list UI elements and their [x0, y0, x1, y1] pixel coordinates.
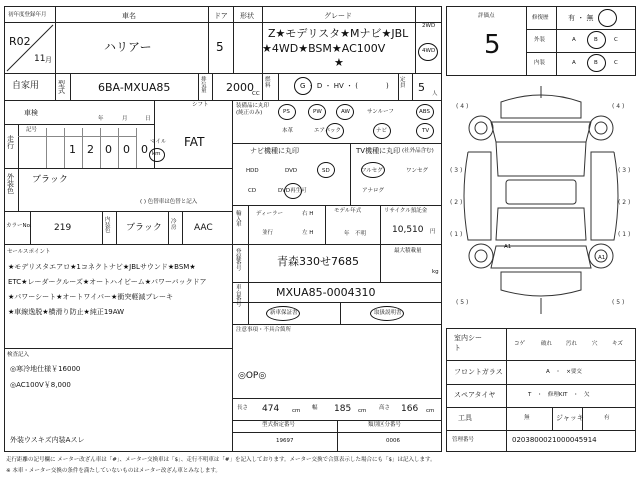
- tools: 無: [524, 415, 530, 421]
- shape-label: 形状: [240, 12, 254, 20]
- inspector-line-1: ◎寒冷地仕様￥16000: [10, 365, 81, 373]
- navi-hdd: HDD: [246, 168, 259, 174]
- equip-abs: ABS: [419, 109, 430, 115]
- recycle: 10,510: [392, 225, 424, 235]
- capacity-label: 定員: [400, 77, 406, 89]
- capacity-unit: 人: [432, 91, 438, 97]
- reg-divider: [5, 23, 55, 73]
- mileage-digit-5: 0: [141, 143, 148, 156]
- equip-abs-circle: [416, 104, 434, 120]
- inspector-label: 検査記入: [7, 352, 30, 358]
- tv-label: TV機種に丸印: [356, 147, 401, 155]
- car-damage-diagram: [446, 80, 636, 325]
- displacement: 2000: [226, 81, 254, 94]
- navi-sd-circle: [317, 162, 335, 178]
- chassis-number: MXUA85-0004310: [276, 286, 376, 299]
- navi-sd: SD: [322, 168, 330, 174]
- equip-navi: ナビ: [376, 128, 388, 134]
- svg-text:( 2 ): ( 2 ): [450, 199, 463, 206]
- sales-line-4: ★車線逸脱★横滑り防止★純正19AW: [8, 308, 125, 316]
- score: 5: [484, 30, 501, 60]
- exterior-label: 外装色: [7, 173, 14, 195]
- first-reg-label: 初年度登録年月: [8, 12, 47, 18]
- load-label: 最大積載量: [394, 248, 422, 254]
- equip-tv: TV: [422, 128, 430, 134]
- doors: 5: [216, 40, 224, 54]
- repair-label: 修復歴: [532, 15, 549, 21]
- doors-label: ドア: [214, 12, 228, 20]
- width-cm: cm: [358, 408, 367, 414]
- reg-month: 11: [34, 54, 46, 64]
- equip-navi-circle: [373, 123, 391, 139]
- grade-line1: Z★モデリスタ★Mナビ★JBL: [268, 27, 409, 40]
- int-label: 内装: [534, 60, 546, 66]
- jack-label: ジャッキ: [556, 414, 584, 422]
- mileage-digit-label: 記号: [26, 127, 38, 133]
- import-label: 輸入車: [236, 211, 242, 228]
- svg-text:( 3 ): ( 3 ): [450, 167, 463, 174]
- equip-aw: AW: [341, 109, 350, 115]
- score-label: 評価点: [478, 13, 495, 19]
- car-name-label: 車名: [122, 12, 136, 20]
- tv-oneseg: ワンセグ: [406, 168, 429, 174]
- diagram-label-a1-right: A1: [598, 255, 606, 261]
- sales-line-3: ★パワーシート★オートワイパー★衝突軽減ブレーキ: [8, 293, 174, 301]
- tv-sub: (社外品含む): [402, 148, 434, 154]
- seat-burn: コゲ: [514, 341, 526, 347]
- seat-scratch: キズ: [612, 341, 623, 347]
- inspection-label: 車検: [24, 109, 38, 117]
- length-cm: cm: [292, 408, 301, 414]
- usage: 自家用: [12, 81, 40, 91]
- interior-seat-label: 室内シート: [454, 334, 482, 352]
- inspection-year: 年: [98, 116, 104, 122]
- grade-line2: ★4WD★BSM★AC100V: [262, 42, 386, 55]
- ext-c: C: [614, 37, 618, 43]
- ext-label: 外装: [534, 37, 546, 43]
- displacement-label: 排気量: [201, 77, 207, 94]
- type-label: 型式指定番号: [262, 422, 296, 428]
- mileage-km: km: [152, 151, 161, 157]
- tv-analog: アナログ: [362, 188, 385, 194]
- height: 166: [401, 404, 419, 414]
- recycle-yen: 円: [430, 229, 436, 235]
- inspector-footer: 外装ウスキズ内装Aスレ: [10, 436, 85, 444]
- capacity: 5: [418, 81, 425, 94]
- equip-ps-circle: [278, 104, 296, 120]
- exterior-color: ブラック: [32, 175, 68, 185]
- svg-text:( 4 ): ( 4 ): [456, 103, 469, 110]
- exterior-note: ( ) 色替車は色替と記入: [140, 199, 198, 205]
- length-label: 長さ: [237, 405, 249, 411]
- int-b: B: [594, 60, 598, 66]
- warranty-new: 新車保証書: [270, 310, 298, 316]
- svg-text:( 1 ): ( 1 ): [618, 231, 631, 238]
- ac: AAC: [194, 223, 213, 233]
- navi-cd: CD: [248, 188, 257, 194]
- footer-note-2: ※ 本車・メーター交換の条件を満たしていないものはメーター改ざん車とみなします。: [6, 468, 221, 474]
- int-b-circle: [587, 54, 606, 72]
- import-dealer: ディーラー: [256, 211, 284, 217]
- tools-label: 工具: [458, 414, 472, 422]
- mileage-digit-4: 0: [123, 143, 130, 156]
- equip-pw-circle: [308, 104, 326, 120]
- model-label: 型式: [58, 80, 65, 95]
- equip-tv-circle: [416, 123, 434, 139]
- import-right: 右 H: [302, 211, 314, 217]
- equip-airbag: エアバック: [314, 128, 342, 134]
- width: 185: [334, 404, 352, 414]
- height-label: 高さ: [379, 405, 391, 411]
- grade-line3: ★: [334, 56, 344, 69]
- color-no-label: カラーNo.: [6, 223, 32, 229]
- equip-pw: PW: [313, 109, 322, 115]
- sales-points-label: セールスポイント: [7, 249, 51, 255]
- drive-4wd: 4WD: [422, 48, 436, 54]
- registration-label: 登録番号: [236, 249, 242, 272]
- ext-b-circle: [587, 31, 606, 49]
- ac-label: 冷房: [171, 219, 177, 231]
- grade-label: グレード: [324, 12, 352, 20]
- model: 6BA-MXUA85: [98, 81, 171, 94]
- equip-aw-circle: [336, 104, 354, 120]
- jack: 有: [604, 415, 610, 421]
- repair: 有 ・ 無: [568, 14, 594, 22]
- class-no: 0006: [386, 438, 400, 444]
- recycle-label: リサイクル預託金: [384, 208, 428, 214]
- mileage-mile: マイル: [150, 139, 167, 145]
- import-parallel: 並行: [262, 230, 274, 236]
- svg-text:( 5 ): ( 5 ): [456, 299, 469, 306]
- glass-label: フロントガラス: [454, 368, 503, 376]
- shift: FAT: [184, 135, 205, 149]
- warranty-manual: 取扱説明書: [374, 310, 402, 316]
- navi-dvd-play: DVD再生可: [278, 188, 307, 194]
- mileage-digit-1: 1: [69, 143, 76, 156]
- footer-note-1: 走行距離の記号欄に メーター改ざん車は「#」、メーター交換車は「$」、走行不明車は「#」を記入しております。メーター交換で合算表示した場合にも「$」は記入します。: [6, 457, 436, 463]
- spare: T ・ 修理KIT ・ 欠: [528, 392, 590, 398]
- equip-ps: PS: [283, 109, 290, 115]
- registration-number: 青森330せ7685: [277, 255, 359, 268]
- tv-fullseg-circle: [361, 162, 385, 178]
- reg-year: R02: [9, 35, 31, 48]
- model-year-label: モデル年式: [334, 208, 362, 214]
- notes-content: ◎OP◎: [238, 371, 267, 381]
- sales-line-2: ETC★レーダークルーズ★オートハイビーム★パワーバックドア: [8, 278, 207, 286]
- navi-dvd: DVD: [285, 168, 298, 174]
- height-cm: cm: [426, 408, 435, 414]
- interior-color: ブラック: [126, 223, 162, 233]
- mileage-digit-3: 0: [105, 143, 112, 156]
- mgmt-no: 0203800021000045914: [512, 436, 597, 444]
- svg-text:( 3 ): ( 3 ): [618, 167, 631, 174]
- cc-unit: CC: [252, 91, 260, 97]
- model-year: 年 不明: [344, 231, 367, 237]
- equip-leather: 本革: [282, 128, 294, 134]
- length: 474: [262, 404, 280, 414]
- seat-hole: 穴: [592, 341, 598, 347]
- class-label: 類別区分番号: [368, 422, 402, 428]
- interior-label: 内装色: [105, 217, 111, 234]
- svg-text:( 1 ): ( 1 ): [450, 231, 463, 238]
- mgmt-label: 管理番号: [452, 437, 475, 443]
- type-no: 19697: [276, 438, 294, 444]
- fuel-label: 燃料: [265, 77, 271, 89]
- equip-airbag-circle: [326, 123, 344, 139]
- ext-b: B: [594, 37, 598, 43]
- ext-a: A: [572, 37, 576, 43]
- spare-label: スペアタイヤ: [454, 391, 496, 399]
- svg-text:( 5 ): ( 5 ): [612, 299, 625, 306]
- seat-dirt: 汚れ: [566, 341, 578, 347]
- mileage-digit-2: 2: [87, 143, 94, 156]
- width-label: 幅: [312, 405, 318, 411]
- tv-fullseg: フルセグ: [361, 168, 383, 174]
- diagram-label-a1-left: A1: [504, 244, 512, 250]
- car-name: ハリアー: [104, 40, 152, 54]
- svg-text:( 2 ): ( 2 ): [618, 199, 631, 206]
- repair-none-circle: [598, 9, 617, 27]
- navi-label: ナビ機種に丸印: [250, 147, 299, 155]
- glass: A ・ ×要交: [546, 369, 582, 375]
- mileage-label: 走行: [7, 135, 14, 150]
- load-kg: kg: [432, 269, 439, 275]
- seat-tear: 破れ: [541, 341, 553, 347]
- svg-text:( 4 ): ( 4 ): [612, 103, 625, 110]
- import-left: 左 H: [302, 230, 314, 236]
- inspection-month: 月: [122, 116, 128, 122]
- fuel: G ・ D ・ HV ・ ( ): [300, 82, 389, 90]
- navi-dvd-play-circle: [284, 183, 302, 199]
- shift-label: シフト: [192, 102, 209, 108]
- chassis-label: 車台番号: [236, 285, 242, 308]
- equipment-sub: (純正のみ): [236, 110, 263, 116]
- inspector-line-2: ◎AC100V￥8,000: [10, 381, 71, 389]
- int-c: C: [614, 60, 618, 66]
- month-unit: 月: [45, 56, 52, 64]
- notes-label: 注意事項・不具合箇所: [236, 327, 292, 333]
- drive-2wd: 2WD: [422, 23, 436, 29]
- equip-sunroof: サンルーフ: [367, 109, 394, 115]
- int-a: A: [572, 60, 576, 66]
- sales-line-1: ★モデリスタエアロ★1コネクトナビ★JBLサウンド★BSM★: [8, 263, 196, 271]
- inspection-day: 日: [145, 116, 151, 122]
- equipment-label: 装備品に丸印: [236, 103, 270, 109]
- color-no: 219: [54, 223, 72, 233]
